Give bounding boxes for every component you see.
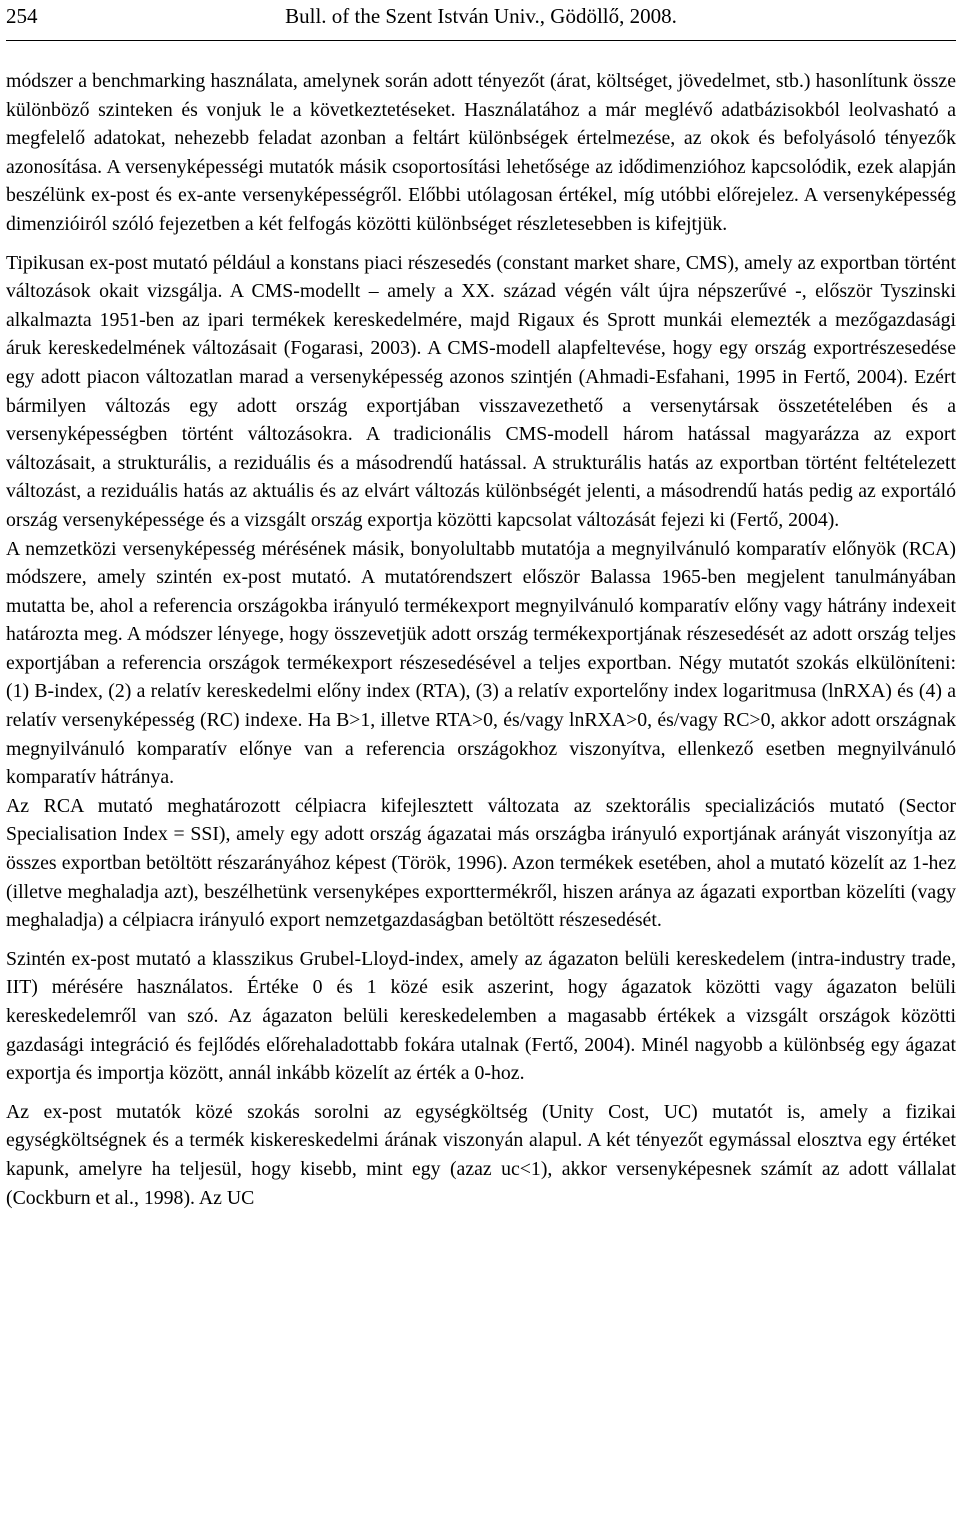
paragraph-grubel-lloyd: Szintén ex-post mutató a klasszikus Grubel-Lloyd-index, amely az ágazaton belüli kereskedelem (intra-industry trade, IIT) mérésére használatos. Értéke 0 és 1 közé esik aszerint, hogy ágazatok közötti vagy ágazaton belüli kereskedelemről van szó. Az ágazaton belüli kereskedelemben a magasabb értékek a vizsgált országok közötti gazdasági integráció és fejlődés előrehaladottabb fokára utalnak (Fertő, 2004). Minél nagyobb a különbség egy ágazat exportja és importja között, annál inkább közelít az érték a 0-hoz. [6, 947, 956, 1085]
paragraph-ssi-indicator: Az RCA mutató meghatározott célpiacra kifejlesztett változata az szektorális specializációs mutató (Sector Specialisation Index = SSI), amely egy adott ország ágazatai más országba irányuló exportjának arányát viszonyítja az összes exportban betöltött részarányához képest (Török, 1996). Azon termékek esetében, ahol a mutató közelít az 1-hez (illetve meghaladja azt), beszélhetünk versenyképes exporttermékről, hiszen aránya az ágazati exportban közelíti (vagy meghaladja) a célpiacra irányuló export nemzetgazdaságban betöltött részesedését. [6, 794, 956, 932]
paragraph-benchmarking: módszer a benchmarking használata, amelynek során adott tényezőt (árat, költséget, jövedelmet, stb.) hasonlítunk össze különböző szinteken és vonjuk le a következtetéseket. Használatához a már meglévő adatbázisokból leolvasható a megfelelő adatokat, nehezebb feladat azonban a feltárt különbségek értelmezése, az okok és befolyásoló tényezők azonosítása. A versenyképességi mutatók másik csoportosítási lehetősége az idődimenzióhoz kapcsolódik, ezek alapján beszélünk ex-post és ex-ante versenyképességről. Előbbi utólagosan értékel, míg utóbbi előrejelez. A versenyképesség dimenzióiról szóló fejezetben a két felfogás közötti különbséget részletesebben is kifejtjük. [6, 70, 956, 235]
document-page [6, 0, 956, 1212]
page-number: 254 [6, 4, 38, 28]
paragraph-rca-method: A nemzetközi versenyképesség mérésének másik, bonyolultabb mutatója a megnyilvánuló komparatív előnyök (RCA) módszere, amely szintén ex-post mutató. A mutatórendszert először Balassa 1965-ben megjelent tanulmányában mutatta be, ahol a referencia országokba irányuló termékexport megnyilvánuló komparatív előny vagy hátrány indexeit határozta meg. A módszer lényege, hogy összevetjük adott ország termékexportjának részesedését az adott ország teljes exportjában a referencia országok termékexport részesedésével a teljes exportban. Négy mutatót szokás elkülöníteni: (1) B-index, (2) a relatív kereskedelmi előny index (RTA), (3) a relatív exportelőny index logaritmusa (lnRXA) és (4) a relatív versenyképesség (RC) indexe. Ha B>1, illetve RTA>0, és/vagy lnRXA>0, és/vagy RC>0, akkor adott országnak megnyilvánuló komparatív előnye van a referencia országokhoz viszonyítva, ellenkező esetben megnyilvánuló komparatív hátránya. [6, 537, 956, 789]
paragraph-unit-cost: Az ex-post mutatók közé szokás sorolni az egységköltség (Unity Cost, UC) mutatót is, amely a fizikai egységköltségnek és a termék kiskereskedelmi árának viszonyán alapul. A két tényezőt egymással elosztva egy értéket kapunk, amelyre ha teljesül, hogy kisebb, mint egy (azaz uc<1), akkor versenyképesnek számít az adott vállalat (Cockburn et al., 1998). Az UC [6, 1100, 956, 1209]
journal-title: Bull. of the Szent István Univ., Gödöllő, 2008. [285, 4, 677, 28]
running-header [6, 0, 956, 41]
paragraph-cms-model: Tipikusan ex-post mutató például a konstans piaci részesedés (constant market share, CMS), amely az exportban történt változások okait vizsgálja. A CMS-modellt – amely a XX. század végén vált újra népszerűvé -, először Tyszinski alkalmazta 1951-ben az ipari termékek kereskedelmére, majd Rigaux és Sprott munkái elemezték a mezőgazdasági áruk kereskedelmének változásait (Fogarasi, 2003). A CMS-modell alapfeltevése, hogy egy ország exportrészesedése egy adott piacon változatlan marad a versenyképesség azonos szintjén (Ahmadi-Esfahani, 1995 in Fertő, 2004). Ezért bármilyen változás egy adott ország exportjában visszavezethető a versenytársak összetételében és a versenyképességben történt változásokra. A tradicionális CMS-modell három hatással magyarázza az export változásait, a strukturális, a reziduális és a másodrendű hatással. A strukturális hatás az exportban történt feltételezett változást, a reziduális hatás az aktuális és az elvárt változás különbségét jelenti, a másodrendű hatás pedig az exportáló ország versenyképessége és a vizsgált ország exportja közötti kapcsolat változását fejezi ki (Fertő, 2004). [6, 251, 956, 531]
